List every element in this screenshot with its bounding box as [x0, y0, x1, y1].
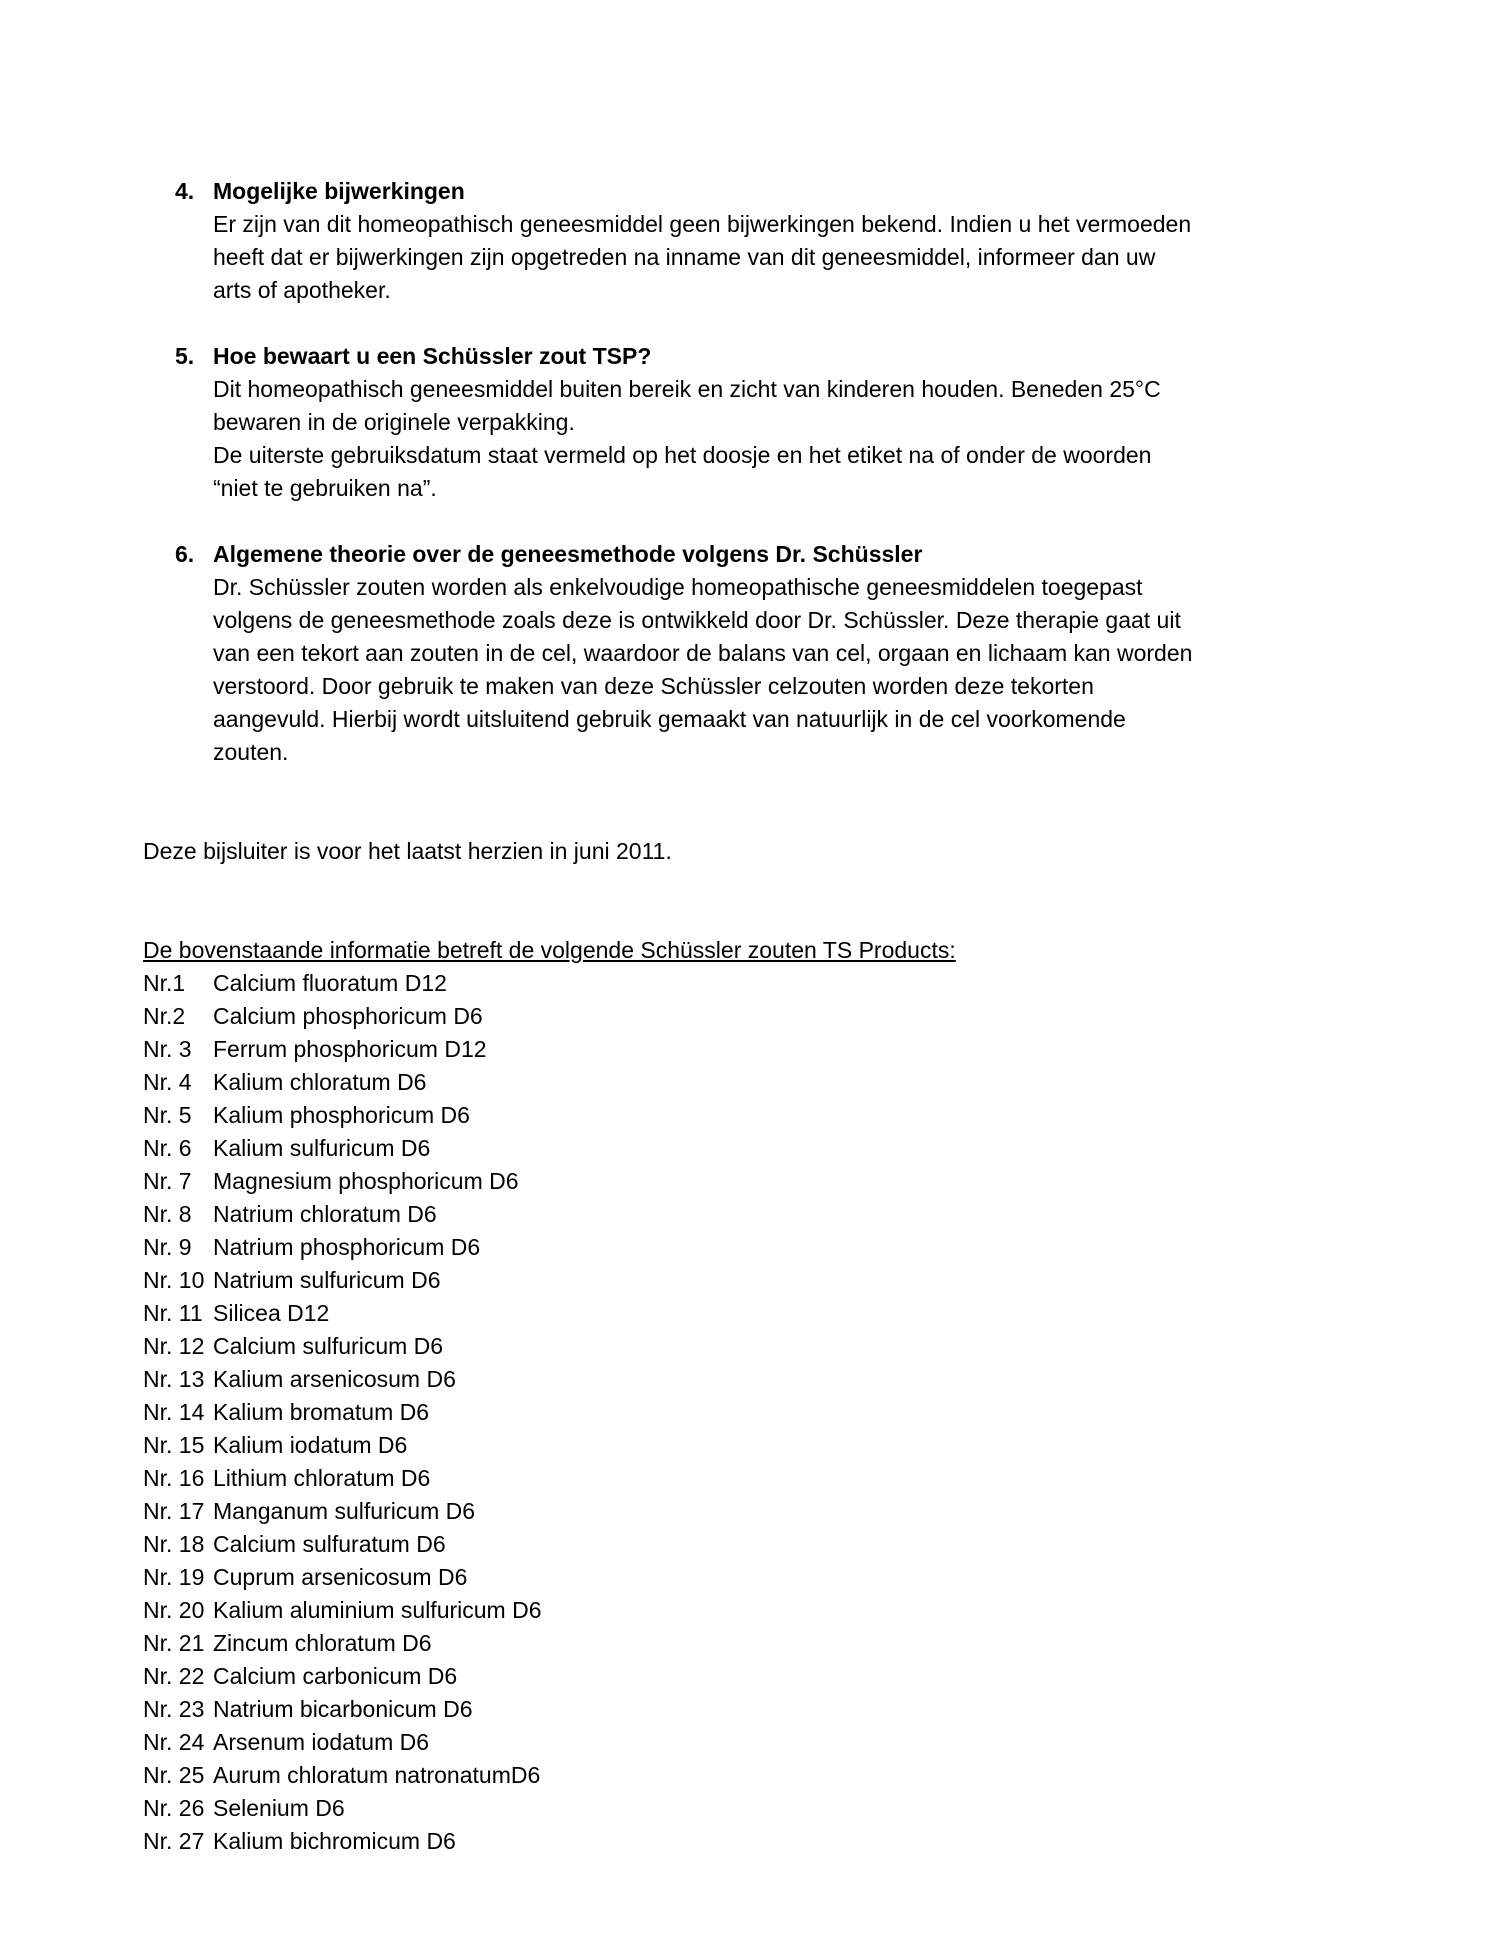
section-title: Mogelijke bijwerkingen	[213, 178, 465, 204]
product-number: Nr. 10	[143, 1267, 205, 1293]
product-number: Nr. 13	[143, 1366, 205, 1392]
product-number: Nr. 9	[143, 1234, 192, 1260]
product-name: Kalium arsenicosum D6	[213, 1366, 456, 1392]
product-row	[143, 1231, 1404, 1264]
product-number: Nr. 25	[143, 1762, 205, 1788]
product-list	[143, 967, 1404, 1858]
section-number: 4.	[175, 178, 195, 204]
product-name: Kalium bromatum D6	[213, 1399, 430, 1425]
product-row	[143, 1000, 1404, 1033]
product-number: Nr. 20	[143, 1597, 205, 1623]
product-name: Natrium bicarbonicum D6	[213, 1696, 473, 1722]
section-title: Hoe bewaart u een Schüssler zout TSP?	[213, 343, 652, 369]
product-name: Aurum chloratum natronatumD6	[213, 1762, 541, 1788]
product-number: Nr. 16	[143, 1465, 205, 1491]
product-name: Arsenum iodatum D6	[213, 1729, 430, 1755]
product-row	[143, 1693, 1404, 1726]
product-name: Calcium sulfuratum D6	[213, 1531, 446, 1557]
product-number: Nr. 22	[143, 1663, 205, 1689]
section-text-line: van een tekort aan zouten in de cel, waardoor de balans van cel, orgaan en lichaam kan worden	[213, 640, 1193, 666]
product-row	[143, 1198, 1404, 1231]
product-number: Nr. 23	[143, 1696, 205, 1722]
product-name: Ferrum phosphoricum D12	[213, 1036, 487, 1062]
product-number: Nr.1	[143, 970, 186, 996]
product-name: Calcium phosphoricum D6	[213, 1003, 483, 1029]
product-row	[143, 1363, 1404, 1396]
section-text-line: De uiterste gebruiksdatum staat vermeld op het doosje en het etiket na of onder de woorden	[213, 442, 1152, 468]
product-name: Silicea D12	[213, 1300, 330, 1326]
product-row	[143, 1660, 1404, 1693]
product-name: Kalium chloratum D6	[213, 1069, 427, 1095]
product-row	[143, 1726, 1404, 1759]
product-name: Kalium bichromicum D6	[213, 1828, 456, 1854]
revision-note: Deze bijsluiter is voor het laatst herzien in juni 2011.	[143, 838, 672, 864]
product-number: Nr. 11	[143, 1300, 203, 1326]
product-number: Nr. 4	[143, 1069, 192, 1095]
section-text-line: heeft dat er bijwerkingen zijn opgetreden na inname van dit geneesmiddel, informeer dan uw	[213, 244, 1156, 270]
product-name: Cuprum arsenicosum D6	[213, 1564, 468, 1590]
section-text-line: “niet te gebruiken na”.	[213, 475, 437, 501]
product-name: Kalium aluminium sulfuricum D6	[213, 1597, 542, 1623]
product-row	[143, 1330, 1404, 1363]
product-number: Nr. 24	[143, 1729, 205, 1755]
product-row	[143, 1594, 1404, 1627]
product-number: Nr. 3	[143, 1036, 192, 1062]
product-row	[143, 1066, 1404, 1099]
section-body	[213, 538, 1404, 769]
product-row	[143, 1627, 1404, 1660]
product-number: Nr. 5	[143, 1102, 192, 1128]
product-name: Zincum chloratum D6	[213, 1630, 432, 1656]
product-name: Calcium sulfuricum D6	[213, 1333, 444, 1359]
product-row	[143, 1264, 1404, 1297]
section-title: Algemene theorie over de geneesmethode volgens Dr. Schüssler	[213, 541, 923, 567]
product-row	[143, 1297, 1404, 1330]
section-text-line: aangevuld. Hierbij wordt uitsluitend gebruik gemaakt van natuurlijk in de cel voorkomende	[213, 706, 1126, 732]
section-text-line: verstoord. Door gebruik te maken van deze Schüssler celzouten worden deze tekorten	[213, 673, 1094, 699]
product-name: Natrium chloratum D6	[213, 1201, 437, 1227]
product-row	[143, 967, 1404, 1000]
product-number: Nr. 14	[143, 1399, 205, 1425]
section	[175, 538, 1404, 769]
product-number: Nr. 26	[143, 1795, 205, 1821]
product-row	[143, 1825, 1404, 1858]
product-row	[143, 1396, 1404, 1429]
product-number: Nr.2	[143, 1003, 186, 1029]
section-text-line: zouten.	[213, 739, 289, 765]
section	[175, 175, 1404, 307]
product-name: Kalium iodatum D6	[213, 1432, 408, 1458]
product-name: Lithium chloratum D6	[213, 1465, 431, 1491]
product-list-heading: De bovenstaande informatie betreft de volgende Schüssler zouten TS Products:	[143, 937, 956, 963]
product-row	[143, 1528, 1404, 1561]
product-number: Nr. 15	[143, 1432, 205, 1458]
section-body	[213, 175, 1404, 307]
product-number: Nr. 19	[143, 1564, 205, 1590]
product-name: Calcium carbonicum D6	[213, 1663, 458, 1689]
product-row	[143, 1495, 1404, 1528]
section-text-line: bewaren in de originele verpakking.	[213, 409, 575, 435]
section-text-line: arts of apotheker.	[213, 277, 391, 303]
product-name: Natrium phosphoricum D6	[213, 1234, 481, 1260]
product-row	[143, 1429, 1404, 1462]
section-text-line: volgens de geneesmethode zoals deze is ontwikkeld door Dr. Schüssler. Deze therapie gaat uit	[213, 607, 1181, 633]
product-number: Nr. 17	[143, 1498, 205, 1524]
product-row	[143, 1792, 1404, 1825]
product-number: Nr. 12	[143, 1333, 205, 1359]
product-row	[143, 1033, 1404, 1066]
product-number: Nr. 27	[143, 1828, 205, 1854]
section-number: 5.	[175, 343, 195, 369]
product-row	[143, 1561, 1404, 1594]
product-name: Natrium sulfuricum D6	[213, 1267, 441, 1293]
product-number: Nr. 18	[143, 1531, 205, 1557]
sections	[143, 175, 1404, 769]
section-text-line: Er zijn van dit homeopathisch geneesmiddel geen bijwerkingen bekend. Indien u het vermoeden	[213, 211, 1192, 237]
product-name: Calcium fluoratum D12	[213, 970, 447, 996]
product-row	[143, 1165, 1404, 1198]
product-name: Magnesium phosphoricum D6	[213, 1168, 519, 1194]
product-row	[143, 1132, 1404, 1165]
product-name: Selenium D6	[213, 1795, 345, 1821]
product-row	[143, 1759, 1404, 1792]
section-text-line: Dit homeopathisch geneesmiddel buiten bereik en zicht van kinderen houden. Beneden 25°C	[213, 376, 1161, 402]
product-name: Kalium sulfuricum D6	[213, 1135, 431, 1161]
product-number: Nr. 8	[143, 1201, 192, 1227]
product-name: Manganum sulfuricum D6	[213, 1498, 476, 1524]
section	[175, 340, 1404, 505]
product-row	[143, 1462, 1404, 1495]
section-text-line: Dr. Schüssler zouten worden als enkelvoudige homeopathische geneesmiddelen toegepast	[213, 574, 1143, 600]
product-number: Nr. 6	[143, 1135, 192, 1161]
product-row	[143, 1099, 1404, 1132]
section-body	[213, 340, 1404, 505]
product-number: Nr. 7	[143, 1168, 192, 1194]
section-number: 6.	[175, 541, 195, 567]
product-name: Kalium phosphoricum D6	[213, 1102, 470, 1128]
product-number: Nr. 21	[143, 1630, 205, 1656]
